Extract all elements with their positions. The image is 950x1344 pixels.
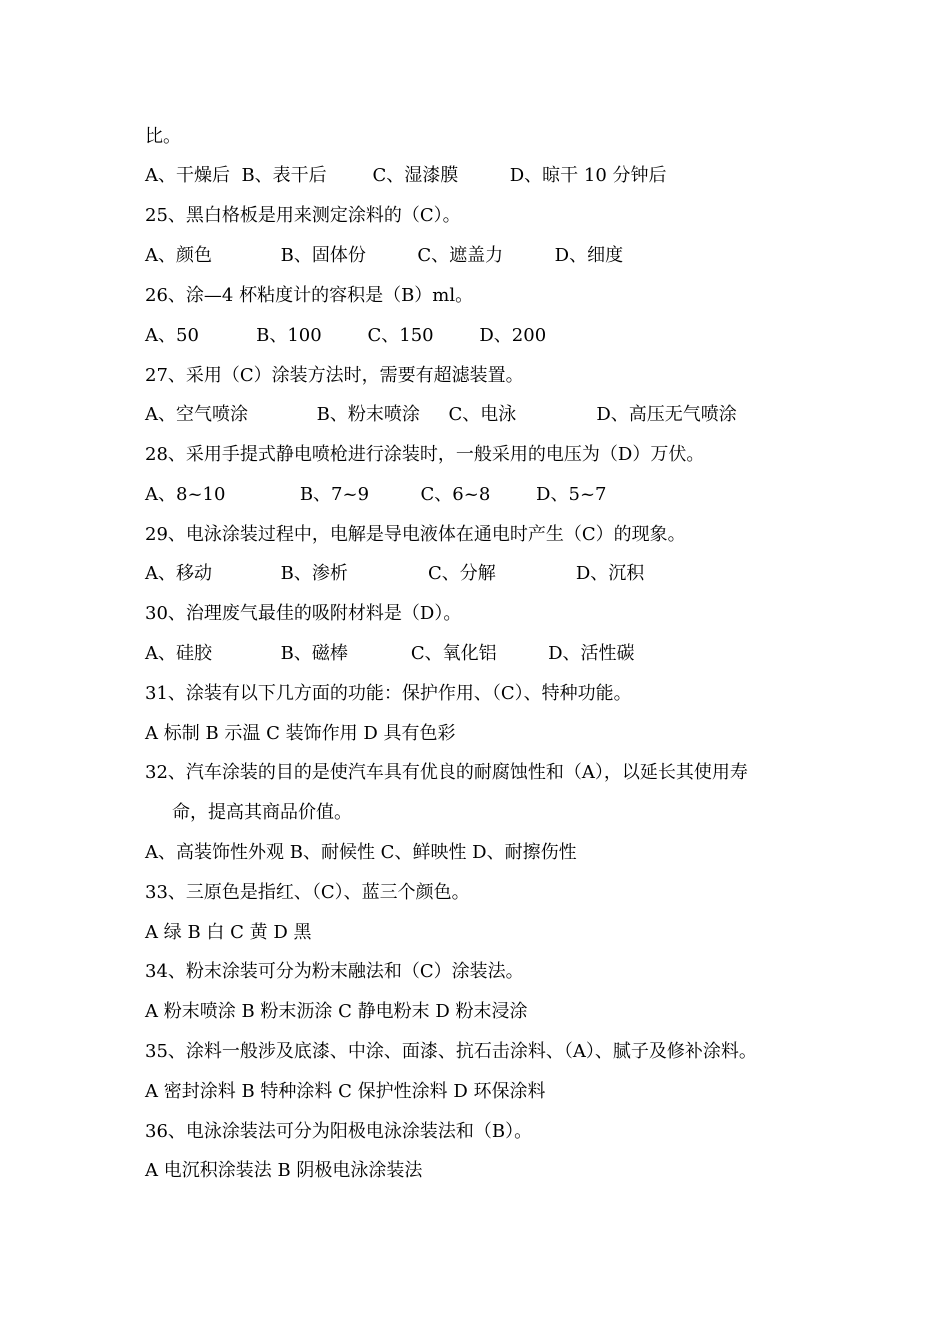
answer-options: A、硅胶 B、磁棒 C、氧化铝 D、活性碳: [145, 643, 635, 664]
answer-options: A 电沉积涂装法 B 阴极电泳涂装法: [145, 1160, 423, 1181]
question-30: 30、治理废气最佳的吸附材料是（D）。: [145, 603, 462, 624]
question-35: 35、涂料一般涉及底漆、中涂、面漆、抗石击涂料、（A）、腻子及修补涂料。: [145, 1041, 757, 1062]
answer-options: A、空气喷涂 B、粉末喷涂 C、电泳 D、高压无气喷涂: [145, 404, 737, 425]
answer-options: A 绿 B 白 C 黄 D 黑: [145, 922, 312, 943]
answer-options: A 粉末喷涂 B 粉末沥涂 C 静电粉末 D 粉末浸涂: [145, 1001, 528, 1022]
question-29: 29、电泳涂装过程中，电解是导电液体在通电时产生（C）的现象。: [145, 524, 686, 545]
answer-options: A、颜色 B、固体份 C、遮盖力 D、细度: [145, 245, 624, 266]
question-36: 36、电泳涂装法可分为阳极电泳涂装法和（B）。: [145, 1121, 533, 1142]
question-32: 32、汽车涂装的目的是使汽车具有优良的耐腐蚀性和（A），以延长其使用寿: [145, 762, 748, 783]
answer-options: A、50 B、100 C、150 D、200: [145, 325, 547, 346]
question-25: 25、黑白格板是用来测定涂料的（C）。: [145, 205, 461, 226]
answer-options: A、高装饰性外观 B、耐候性 C、鲜映性 D、耐擦伤性: [145, 842, 577, 863]
answer-options: A 密封涂料 B 特种涂料 C 保护性涂料 D 环保涂料: [145, 1081, 546, 1102]
question-27: 27、采用（C）涂装方法时，需要有超滤装置。: [145, 365, 524, 386]
answer-options: A、移动 B、渗析 C、分解 D、沉积: [145, 563, 645, 584]
question-32-continuation: 命，提高其商品价值。: [172, 802, 352, 823]
answer-options: A、干燥后 B、表干后 C、湿漆膜 D、晾干 10 分钟后: [145, 165, 667, 186]
question-31: 31、涂装有以下几方面的功能：保护作用、（C）、特种功能。: [145, 683, 632, 704]
question-28: 28、采用手提式静电喷枪进行涂装时，一般采用的电压为（D）万伏。: [145, 444, 705, 465]
question-33: 33、三原色是指红、（C）、蓝三个颜色。: [145, 882, 470, 903]
question-26: 26、涂—4 杯粘度计的容积是（B）ml。: [145, 285, 474, 306]
question-34: 34、粉末涂装可分为粉末融法和（C）涂装法。: [145, 961, 524, 982]
answer-options: A 标制 B 示温 C 装饰作用 D 具有色彩: [145, 723, 456, 744]
text-line: 比。: [145, 126, 181, 147]
answer-options: A、8~10 B、7~9 C、6~8 D、5~7: [145, 484, 607, 505]
